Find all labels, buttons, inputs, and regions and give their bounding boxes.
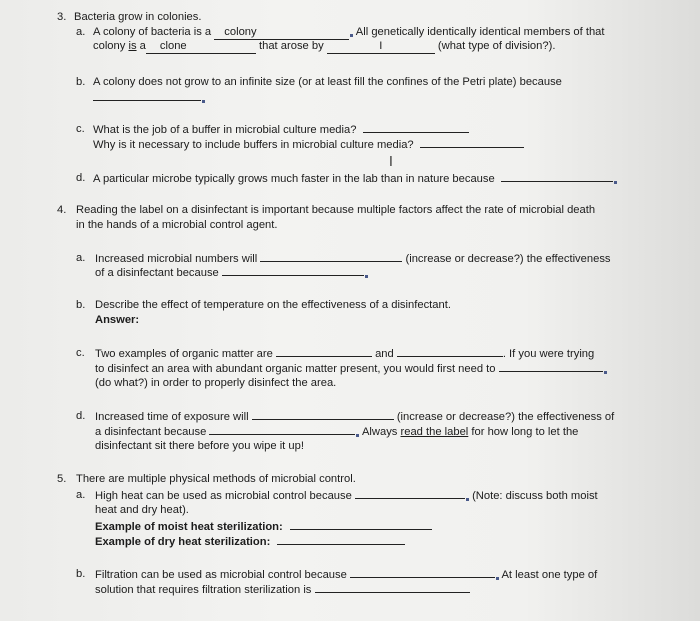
q3c-line1: What is the job of a buffer in microbial culture media? [93,122,469,137]
q3c-answer-buffer-why[interactable] [420,137,524,148]
q4b-letter: b. [76,299,86,311]
q4b-answer-label: Answer: [95,314,140,326]
q5a-line1: High heat can be used as microbial control because (Note: discuss both moist [95,490,598,502]
q3c-answer-buffer-job[interactable] [363,122,469,133]
q4c-answer-first-step[interactable] [499,361,603,372]
q5b-answer-filtration[interactable] [350,567,495,578]
q3d-answer[interactable] [501,171,613,182]
q4d-answer-increase-decrease[interactable] [252,409,394,420]
q5a-letter: a. [76,489,86,501]
q4a-answer-increase-decrease[interactable] [260,251,402,262]
q5-number: 5. [57,473,67,485]
q3-title: Bacteria grow in colonies. [74,11,202,23]
q3a-line2: colony is a clone that arose by I (what type of division?). [93,40,556,52]
q3b-answer-line[interactable] [93,90,205,105]
q4c-answer-organic2[interactable] [397,346,503,357]
q4c-line2: to disinfect an area with abundant organic matter present, you would first need to [95,361,607,376]
q4d-answer-because[interactable] [209,424,355,435]
q4b-text: Describe the effect of temperature on the effectiveness of a disinfectant. [95,299,451,311]
q5b-answer-solution[interactable] [315,582,470,593]
q3-number: 3. [57,11,67,23]
q4c-line1: Two examples of organic matter are and . If you were trying [95,348,595,360]
q3c-line2: Why is it necessary to include buffers in microbial culture media? [93,137,524,152]
q4-text1: Reading the label on a disinfectant is important because multiple factors affect the rate of microbial death [76,204,596,216]
q3d-line: A particular microbe typically grows much faster in the lab than in nature because [93,171,617,186]
q3a-line1: A colony of bacteria is a colony All genetically identically identical members of that [93,26,605,38]
q4a-letter: a. [76,252,86,264]
read-the-label-link: read the label [400,426,469,438]
q5a-answer-high-heat[interactable] [355,488,465,499]
q5b-line1: Filtration can be used as microbial control because At least one type of [95,569,598,581]
q5a-line2: heat and dry heat). [95,504,189,516]
q3a-letter: a. [76,26,86,38]
q4c-answer-organic1[interactable] [276,346,372,357]
text-cursor-icon: I [389,155,393,170]
q3c-letter: c. [76,123,85,135]
q4a-line2: of a disinfectant because [95,265,368,280]
q4a-answer-because[interactable] [222,265,364,276]
q3d-letter: d. [76,172,86,184]
q4a-line1: Increased microbial numbers will (increase or decrease?) the effectiveness [95,253,611,265]
q4c-letter: c. [76,347,85,359]
q3a-answer-colony[interactable]: colony [214,25,349,40]
cursor-marker [350,34,353,37]
q4d-letter: d. [76,410,86,422]
q5a-dry-row: Example of dry heat sterilization: [95,534,405,549]
q5a-answer-dry-heat[interactable] [277,534,405,545]
q5b-letter: b. [76,568,86,580]
q5a-answer-moist-heat[interactable] [290,519,432,530]
q4-text2: in the hands of a microbial control agent. [76,219,278,231]
q3b-letter: b. [76,76,86,88]
q5-text: There are multiple physical methods of microbial control. [76,473,356,485]
q3b-text: A colony does not grow to an infinite size (or at least fill the confines of the Petri plate) because [93,76,562,88]
q4d-line3: disinfectant sit there before you wipe it up! [95,440,304,452]
q3a-answer-clone[interactable]: clone [146,39,256,54]
q5b-line2: solution that requires filtration sterilization is [95,582,470,597]
q4c-line3: (do what?) in order to properly disinfect the area. [95,377,337,389]
q4d-line2: a disinfectant because Always read the label for how long to let the [95,426,579,438]
q3a-answer-division[interactable]: I [327,39,435,54]
q5a-moist-row: Example of moist heat sterilization: [95,519,432,534]
q4-number: 4. [57,204,67,216]
q4d-line1: Increased time of exposure will (increase or decrease?) the effectiveness of [95,411,615,423]
